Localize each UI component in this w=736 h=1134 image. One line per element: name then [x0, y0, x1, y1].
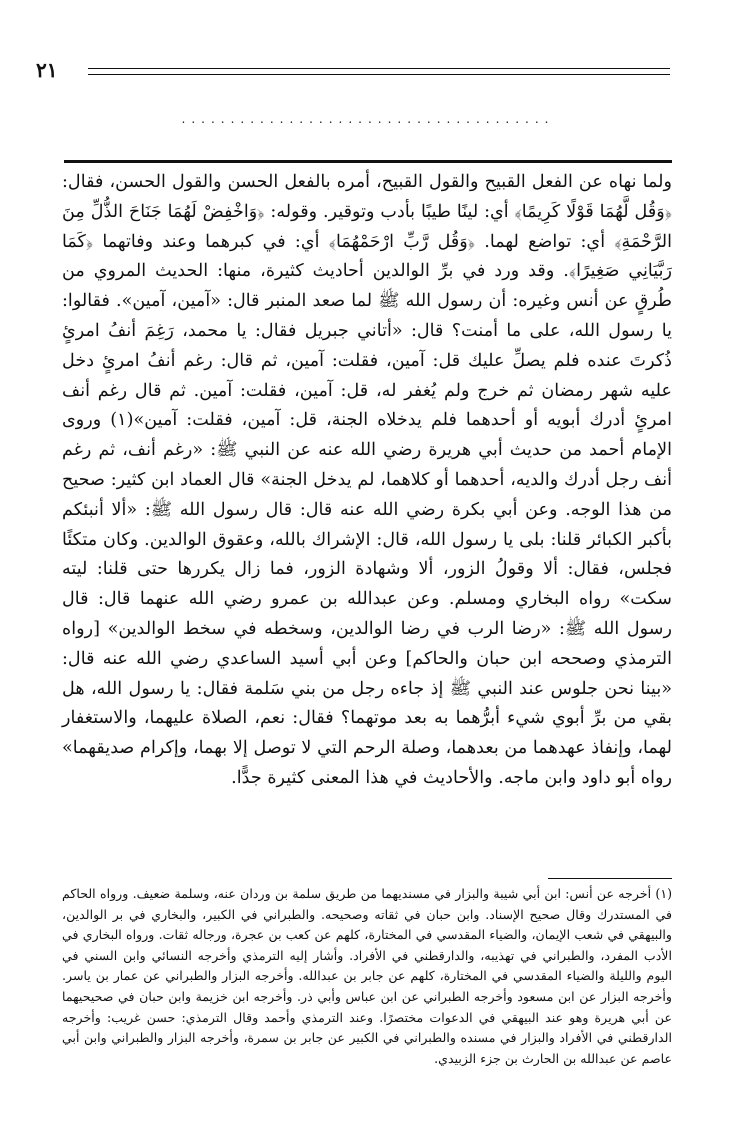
thick-divider — [64, 160, 672, 163]
main-paragraph: ولما نهاه عن الفعل القبيح والقول القبيح، أمره بالفعل الحسن والقول الحسن، فقال: ﴿وَقُل لَّهُمَا قَوْلًا كَرِيمًا﴾ أي: لينًا طيبًا بأدب وتوقير. وقوله: ﴿وَاخْفِضْ لَهُمَا جَنَاحَ الذُّلِّ مِنَ الرَّحْمَةِ﴾ أي: تواضع لهما. ﴿وَقُل رَّبِّ ارْحَمْهُمَا﴾ أي: في كبرهما وعند وفاتهما ﴿كَمَا رَبَّيَانِي صَغِيرًا﴾. وقد ورد في برِّ الوالدين أحاديث كثيرة، منها: الحديث المروي من طُرقٍ عن أنس وغيره: أن رسول الله ﷺ لما صعد المنبر قال: «آمين، آمين». فقالوا: يا رسول الله، على ما أمنت؟ قال: «أتاني جبريل فقال: يا محمد، رَغِمَ أنفُ امرئٍ ذُكرتَ عنده فلم يصلِّ عليك قل: آمين، فقلت: آمين، ثم قال: رغم أنفُ امرئٍ دخل عليه شهر رمضان ثم خرج ولم يُغفر له، قل: آمين، فقلت: آمين. ثم قال رغم أنف امرئٍ أدرك أبويه أو أحدهما فلم يدخلاه الجنة، قل: آمين، فقلت: آمين»(١) وروى الإمام أحمد من حديث أبي هريرة رضي الله عنه عن النبي ﷺ: «رغم أنف، ثم رغم أنف رجل أدرك والديه، أحدهما أو كلاهما، لم يدخل الجنة» قال العماد ابن كثير: صحيح من هذا الوجه. وعن أبي بكرة رضي الله عنه قال: قال رسول الله ﷺ: «ألا أنبئكم بأكبر الكبائر قلنا: بلى يا رسول الله، قال: الإشراك بالله، وعقوق الوالدين. وكان متكئًا فجلس، فقال: ألا وقولُ الزور، ألا وشهادة الزور، فما زال يكررها حتى قلنا: ليته سكت» رواه البخاري ومسلم. وعن عبدالله بن عمرو رضي الله عنهما قال: قال رسول الله ﷺ: «رضا الرب في رضا الوالدين، وسخطه في سخط الوالدين» [رواه الترمذي وصححه ابن حبان والحاكم] وعن أبي أسيد الساعدي رضي الله عنه قال: «بينا نحن جلوس عند النبي ﷺ إذ جاءه رجل من بني سَلمة فقال: يا رسول الله، هل بقي من برِّ أبوي شيء أبرُّهما به بعد موتهما؟ فقال: نعم، الصلاة عليهما، والاستغفار لهما، وإنفاذ عهدهما من بعدهما، وصلة الرحم التي لا توصل إلا بهما، وإكرام صديقهما» رواه أبو داود وابن ماجه. والأحاديث في هذا المعنى كثيرة جدًّا. — [62, 172, 673, 788]
main-text-block — [62, 168, 672, 794]
dot-separator: ...................................... — [181, 112, 555, 126]
footnote-paragraph: (١) أخرجه عن أنس: ابن أبي شيبة والبزار في مسنديهما من طريق سلمة بن وردان عنه، وسلمة ضعيف. ورواه الحاكم في المستدرك وقال صحيح الإسناد. وابن حبان في ثقاته وصحيحه. والطبراني في الكبير، والبخاري في بر الوالدين، والبيهقي في شعب الإيمان، والضياء المقدسي في المختارة، كلهم عن كعب بن عجرة، ورجاله ثقات. ورواه البخاري في الأدب المفرد، والطبراني في تهذيبه، والدارقطني في الأفراد. وأشار إليه الترمذي وأخرجه النسائي وابن السني في اليوم والليلة والضياء المقدسي في المختارة، كلهم عن جابر بن عبدالله. وأخرجه البزار والطبراني عن عمار بن ياسر. وأخرجه البزار عن ابن مسعود وأخرجه الطبراني عن ابن عباس وأبي ذر. وأخرجه ابن خزيمة وابن حبان في صحيحيهما عن أبي هريرة وهو عند البيهقي في الدعوات مختصرًا. وعند الترمذي وأحمد وقال الترمذي: حسن غريب: وأخرجه الدارقطني في الأفراد والبزار في مسنده والطبراني في الكبير عن جابر بن سمرة، وأخرجه البزار والطبراني وابن أبي عاصم عن عبدالله بن الحارث بن جزء الزبيدي. — [62, 886, 672, 1066]
footnote-block — [62, 884, 672, 1069]
page-number: ٢١ — [36, 58, 58, 82]
footnote-divider — [548, 878, 672, 879]
header-rule — [88, 68, 670, 75]
